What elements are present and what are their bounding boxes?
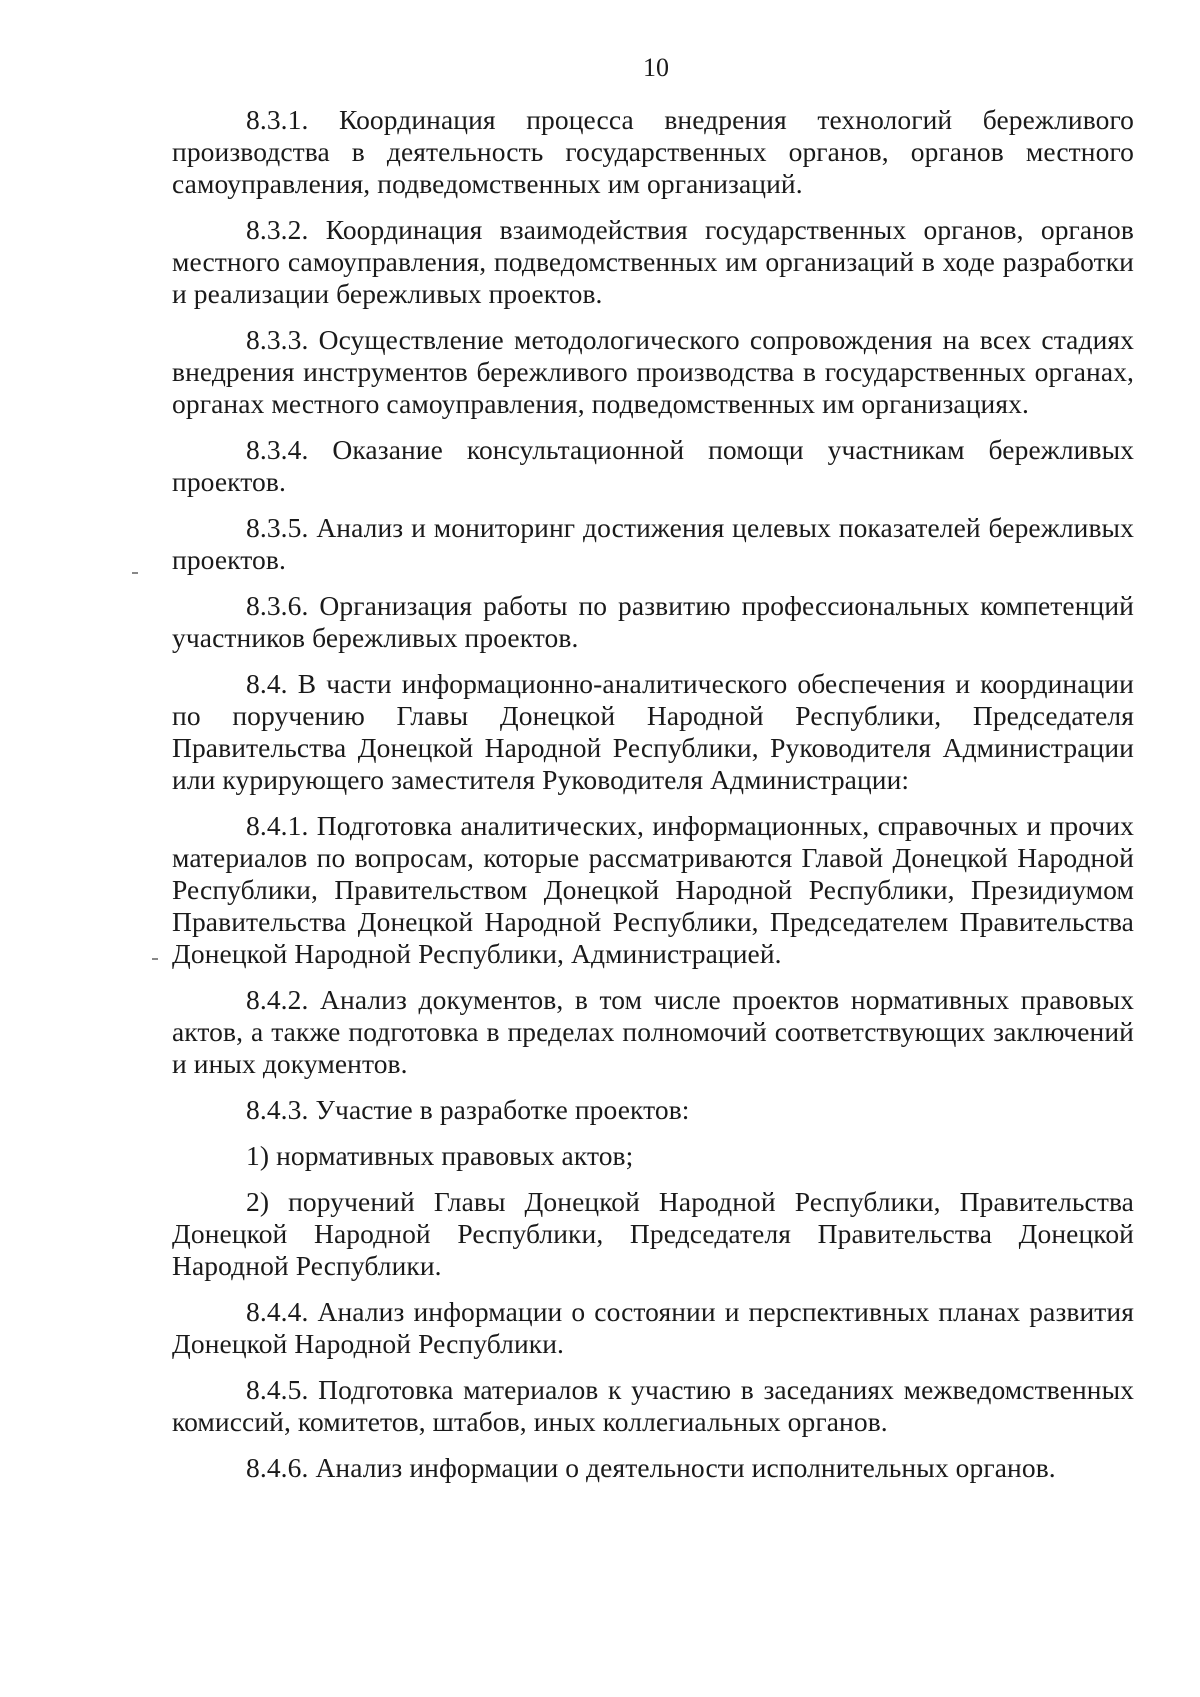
paragraph-8-3-3: 8.3.3. Осуществление методологического сопровождения на всех стадиях внедрения инструментов бережливого производства в государственных органах, органах местного самоуправления, подведомственных им организациях. bbox=[172, 324, 1134, 419]
list-item-2: 2) поручений Главы Донецкой Народной Республики, Правительства Донецкой Народной Республики, Председателя Правительства Донецкой Народной Республики. bbox=[172, 1186, 1134, 1281]
paragraph-8-4-2: 8.4.2. Анализ документов, в том числе проектов нормативных правовых актов, а также подготовка в пределах полномочий соответствующих заключений и иных документов. bbox=[172, 984, 1134, 1079]
paragraph-8-4: 8.4. В части информационно-аналитического обеспечения и координации по поручению Главы Донецкой Народной Республики, Председателя Правительства Донецкой Народной Республики, Руководителя Администрации или курирующего заместителя Руководителя Администрации: bbox=[172, 668, 1134, 795]
scan-margin-mark bbox=[132, 572, 138, 574]
paragraph-8-4-6: 8.4.6. Анализ информации о деятельности исполнительных органов. bbox=[246, 1452, 1056, 1483]
paragraph-8-4-3: 8.4.3. Участие в разработке проектов: bbox=[246, 1094, 690, 1125]
paragraph-8-4-1: 8.4.1. Подготовка аналитических, информационных, справочных и прочих материалов по вопросам, которые рассматриваются Главой Донецкой Народной Республики, Правительством Донецкой Народной Республики, Президиумом Правительства Донецкой Народной Республики, Председателем Правительства Донецкой Народной Республики, Администрацией. bbox=[172, 810, 1134, 969]
document-body bbox=[172, 104, 1134, 1498]
list-item-1: 1) нормативных правовых актов; bbox=[246, 1140, 634, 1171]
paragraph-8-3-5: 8.3.5. Анализ и мониторинг достижения целевых показателей бережливых проектов. bbox=[172, 512, 1134, 575]
paragraph-8-4-4: 8.4.4. Анализ информации о состоянии и перспективных планах развития Донецкой Народной Республики. bbox=[172, 1296, 1134, 1359]
paragraph-8-3-1: 8.3.1. Координация процесса внедрения технологий бережливого производства в деятельность государственных органов, органов местного самоуправления, подведомственных им организаций. bbox=[172, 104, 1134, 199]
paragraph-8-4-5: 8.4.5. Подготовка материалов к участию в заседаниях межведомственных комиссий, комитетов, штабов, иных коллегиальных органов. bbox=[172, 1374, 1134, 1437]
paragraph-8-3-2: 8.3.2. Координация взаимодействия государственных органов, органов местного самоуправления, подведомственных им организаций в ходе разработки и реализации бережливых проектов. bbox=[172, 214, 1134, 309]
scan-margin-mark bbox=[152, 958, 158, 960]
page-number: 10 bbox=[643, 53, 669, 82]
paragraph-8-3-4: 8.3.4. Оказание консультационной помощи участникам бережливых проектов. bbox=[172, 434, 1134, 497]
paragraph-8-3-6: 8.3.6. Организация работы по развитию профессиональных компетенций участников бережливых проектов. bbox=[172, 590, 1134, 653]
